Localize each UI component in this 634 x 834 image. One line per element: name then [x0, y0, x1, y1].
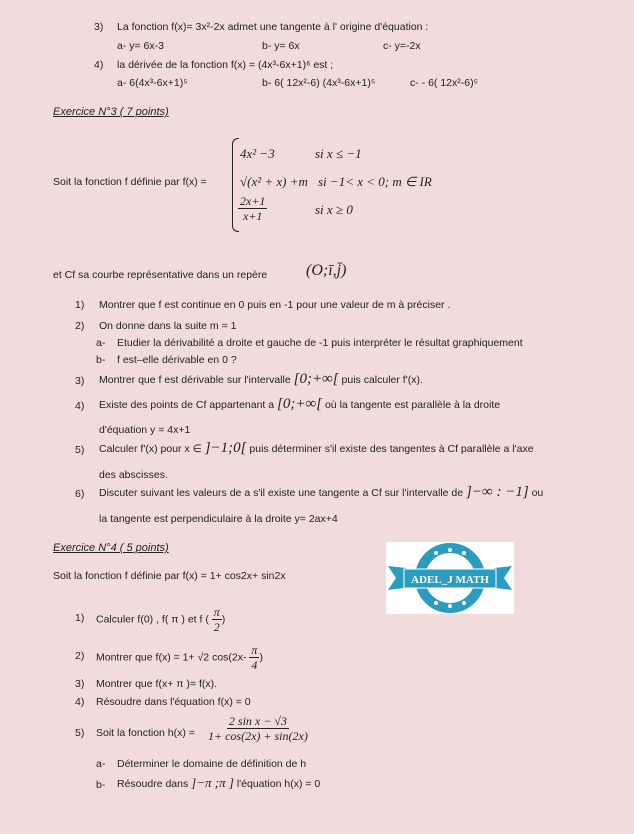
item-text: Montrer que f est continue en 0 puis en -1 pour une valeur de m à préciser . — [99, 299, 451, 311]
ex4-item-4: Résoudre dans l'équation f(x) = 0 — [96, 696, 251, 708]
interval: ]−π ;π ] — [191, 775, 234, 790]
item-text: f est–elle dérivable en 0 ? — [117, 354, 237, 366]
ex4-item-1-number: 1) — [75, 612, 85, 624]
item-text: des abscisses. — [99, 469, 168, 481]
ex3-curve-text: et Cf sa courbe représentative dans un repère — [53, 269, 268, 281]
q3-option-a: a- y= 6x-3 — [117, 40, 164, 52]
ex4-item-2-number: 2) — [75, 650, 85, 662]
ex4-sub-b — [117, 775, 320, 791]
repere: (O;ī,j̄) — [306, 262, 347, 279]
q4-option-b: b- 6( 12x²-6) (4x³-6x+1)⁵ — [262, 77, 376, 89]
case-2-cond: si −1< x < 0; m ∈ IR — [318, 174, 432, 189]
q4-number: 4) — [94, 59, 104, 71]
item-text: Montrer que f est dérivable sur l'intervalle — [99, 374, 291, 386]
item-text: Résoudre dans — [117, 778, 189, 790]
ex3-item — [99, 440, 534, 457]
ex4-sub-b-number: b- — [96, 779, 106, 791]
case-3-den: x+1 — [243, 209, 263, 223]
ex3-item-number: b- — [96, 354, 106, 366]
ex3-item-number: 1) — [75, 299, 85, 311]
h-num: 2 sin x − √3 — [228, 714, 287, 728]
item-text-2: ) — [259, 651, 263, 664]
item-text: Existe des points de Cf appartenant a — [99, 399, 275, 411]
ex4-intro: Soit la fonction f définie par f(x) = 1+ cos2x+ sin2x — [53, 570, 286, 582]
q3-text: La fonction f(x)= 3x²-2x admet une tangente à l' origine d'équation : — [117, 21, 429, 33]
ex3-item-number: 6) — [75, 488, 85, 500]
q4-text: la dérivée de la fonction f(x) = (4x³-6x+1)⁶ est ; — [117, 59, 334, 71]
case-3-num: 2x+1 — [240, 194, 266, 208]
pi-den: 2 — [213, 620, 220, 634]
interval: [0;+∞[ — [293, 371, 339, 387]
q3-number: 3) — [94, 21, 104, 33]
pi-den: 4 — [251, 658, 258, 672]
ex4-item-1 — [96, 605, 225, 634]
item-text-2: puis calculer f'(x). — [341, 374, 423, 386]
ex3-item — [99, 513, 338, 525]
ex3-item-number: 3) — [75, 375, 85, 387]
adel-j-math-logo — [386, 542, 514, 614]
q4-option-c: c- - 6( 12x²-6)⁵ — [410, 77, 478, 89]
case-3-cond: si x ≥ 0 — [315, 202, 353, 217]
item-text: Discuter suivant les valeurs de a s'il existe une tangente a Cf sur l'intervalle de — [99, 487, 464, 499]
pi-num: π — [213, 605, 220, 619]
ex3-item-number: a- — [96, 337, 106, 349]
item-text-2: puis déterminer s'il existe des tangentes à Cf parallèle a l'axe — [249, 443, 534, 455]
item-text-2: ou — [531, 487, 544, 499]
q3-option-b: b- y= 6x — [262, 40, 300, 52]
ex3-intro: Soit la fonction f définie par f(x) = — [53, 176, 207, 188]
item-text: Etudier la dérivabilité a droite et gauche de -1 puis interpréter le résultat graphiquement — [117, 337, 523, 349]
ex3-item-number: 5) — [75, 444, 85, 456]
item-text-2: l'équation h(x) = 0 — [236, 778, 321, 790]
ex4-sub-a-number: a- — [96, 758, 106, 770]
ex4-sub-a: Déterminer le domaine de définition de h — [117, 758, 307, 770]
case-1-cond: si x ≤ −1 — [315, 146, 362, 161]
item-text-2: où la tangente est parallèle à la droite — [324, 399, 501, 411]
logo-text: ADEL_J MATH — [411, 574, 489, 586]
ex3-item — [117, 354, 237, 366]
ex4-item-2 — [96, 643, 263, 672]
case-2-expr: √(x² + x) +m — [240, 174, 308, 189]
q4-option-a: a- 6(4x³-6x+1)⁵ — [117, 77, 188, 89]
item-text: Calculer f'(x) pour x ∈ — [99, 443, 202, 455]
q3-option-c: c- y=-2x — [383, 40, 421, 52]
pi-num: π — [251, 643, 258, 657]
ex4-item-4-number: 4) — [75, 696, 85, 708]
ex3-item — [99, 424, 190, 436]
item-text: Montrer que f(x) = 1+ √2 cos(2x- — [96, 651, 247, 664]
ex3-item — [99, 396, 500, 413]
ex4-item-5-number: 5) — [75, 727, 85, 739]
ex3-item — [99, 469, 168, 481]
ex3-item — [99, 320, 236, 332]
ex4-item-3-number: 3) — [75, 678, 85, 690]
item-text: Calculer f(0) , f( π ) et f ( — [96, 613, 209, 626]
interval: ]−∞ : −1] — [466, 484, 529, 500]
ex3-item — [99, 484, 543, 501]
ex4-item-3: Montrer que f(x+ π )= f(x). — [96, 678, 218, 690]
case-1-expr: 4x² −3 — [240, 146, 275, 161]
item-text: la tangente est perpendiculaire à la droite y= 2ax+4 — [99, 513, 338, 525]
item-text: d'équation y = 4x+1 — [99, 424, 191, 436]
ex3-item — [117, 337, 523, 349]
interval: ]−1;0[ — [204, 440, 247, 456]
exercise-3-title: Exercice N°3 ( 7 points) — [53, 106, 169, 118]
case-3-fraction — [238, 194, 267, 223]
ex3-item-number: 2) — [75, 320, 85, 332]
h-fraction — [208, 714, 308, 743]
item-text-2: ) — [221, 613, 226, 626]
exercise-4-title: Exercice N°4 ( 5 points) — [53, 542, 169, 554]
ex4-item-5: Soit la fonction h(x) = — [96, 727, 195, 739]
interval: [0;+∞[ — [277, 396, 323, 412]
ex3-item — [99, 371, 423, 388]
item-text: On donne dans la suite m = 1 — [99, 320, 237, 332]
h-den: 1+ cos(2x) + sin(2x) — [208, 729, 308, 743]
ex3-item-number: 4) — [75, 400, 85, 412]
ex3-item — [99, 299, 450, 311]
